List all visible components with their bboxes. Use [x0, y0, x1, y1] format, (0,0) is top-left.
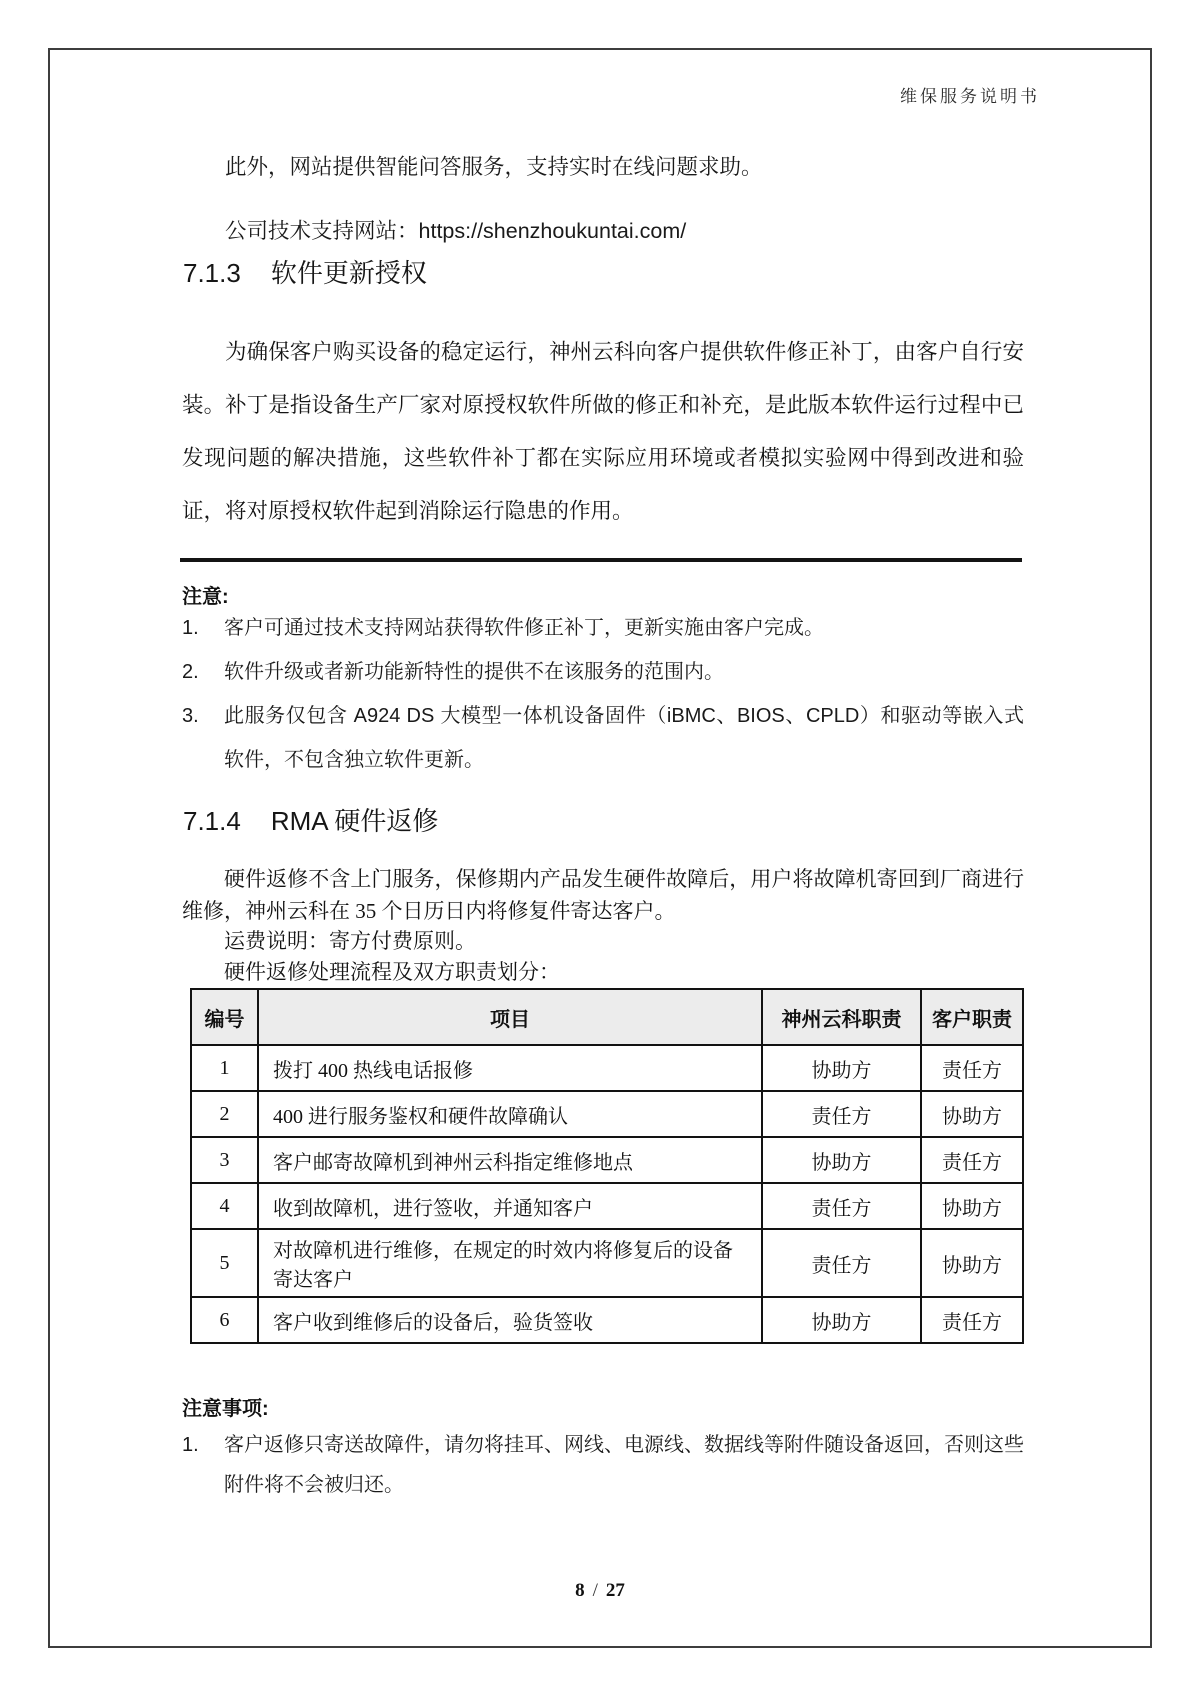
table-cell-number: 3	[191, 1137, 258, 1183]
note-label: 注意:	[182, 586, 229, 608]
table-cell-item: 对故障机进行维修，在规定的时效内将修复后的设备寄达客户	[258, 1229, 762, 1297]
rma-process-table	[190, 988, 1024, 1344]
table-cell-customer-role: 责任方	[921, 1297, 1023, 1343]
support-site-label: 公司技术支持网站：	[225, 219, 419, 243]
table-header-row	[191, 989, 1023, 1045]
support-site-url[interactable]: https://shenzhoukuntai.com/	[418, 219, 687, 243]
section-7-1-4-title: RMA 硬件返修	[270, 806, 439, 836]
note-item-text: 客户返修只寄送故障件，请勿将挂耳、网线、电源线、数据线等附件随设备返回，否则这些附件将不会被归还。	[224, 1434, 1024, 1496]
table-cell-vendor-role: 责任方	[762, 1091, 921, 1137]
table-cell-item: 400 进行服务鉴权和硬件故障确认	[258, 1091, 762, 1137]
table-row	[191, 1137, 1023, 1183]
table-row	[191, 1183, 1023, 1229]
table-cell-vendor-role: 责任方	[762, 1229, 921, 1297]
table-cell-number: 5	[191, 1229, 258, 1297]
table-cell-number: 6	[191, 1297, 258, 1343]
table-row	[191, 1091, 1023, 1137]
table-cell-customer-role: 协助方	[921, 1183, 1023, 1229]
process-intro-paragraph: 硬件返修处理流程及双方职责划分：	[224, 960, 560, 984]
notice-items-label: 注意事项:	[182, 1398, 269, 1420]
support-site-paragraph	[182, 216, 1024, 246]
section-7-1-4-heading	[183, 806, 1025, 837]
table-cell-number: 4	[191, 1183, 258, 1229]
table-cell-vendor-role: 协助方	[762, 1297, 921, 1343]
note-item-text: 客户可通过技术支持网站获得软件修正补丁，更新实施由客户完成。	[224, 617, 824, 639]
note-item	[182, 606, 1024, 650]
table-row	[191, 1229, 1023, 1297]
section-7-1-3-body: 为确保客户购买设备的稳定运行，神州云科向客户提供软件修正补丁，由客户自行安装。补丁是指设备生产厂家对原授权软件所做的修正和补充，是此版本软件运行过程中已发现问题的解决措施，这些软件补丁都在实际应用环境或者模拟实验网中得到改进和验证，将对原授权软件起到消除运行隐患的作用。	[182, 340, 1024, 523]
table-cell-customer-role: 协助方	[921, 1091, 1023, 1137]
note-item-text: 此服务仅包含 A924 DS 大模型一体机设备固件（iBMC、BIOS、CPLD）和驱动等嵌入式软件，不包含独立软件更新。	[224, 705, 1024, 771]
note-item	[182, 694, 1024, 782]
note-item-number: 1.	[182, 617, 199, 639]
note-item	[182, 1425, 1024, 1505]
table-cell-item: 拨打 400 热线电话报修	[258, 1045, 762, 1091]
table-cell-customer-role: 协助方	[921, 1229, 1023, 1297]
section-7-1-3-heading	[183, 258, 1025, 289]
notice-divider-rule	[180, 558, 1022, 562]
note-item-number: 2.	[182, 661, 199, 683]
table-cell-vendor-role: 协助方	[762, 1137, 921, 1183]
table-row	[191, 1045, 1023, 1091]
page-number-current: 8	[575, 1580, 585, 1601]
table-cell-number: 2	[191, 1091, 258, 1137]
table-row	[191, 1297, 1023, 1343]
note-item-number: 1.	[182, 1434, 199, 1456]
table-header-cell: 编号	[191, 989, 258, 1045]
intro-paragraph: 此外，网站提供智能问答服务，支持实时在线问题求助。	[225, 155, 763, 179]
page-number-total: 27	[605, 1580, 625, 1601]
section-7-1-4-number: 7.1.4	[183, 806, 241, 836]
note-list	[182, 606, 1024, 782]
section-7-1-3-title: 软件更新授权	[270, 258, 427, 288]
table-cell-vendor-role: 协助方	[762, 1045, 921, 1091]
table-cell-item: 客户邮寄故障机到神州云科指定维修地点	[258, 1137, 762, 1183]
table-cell-vendor-role: 责任方	[762, 1183, 921, 1229]
table-header-cell: 客户职责	[921, 989, 1023, 1045]
table-cell-item: 客户收到维修后的设备后，验货签收	[258, 1297, 762, 1343]
section-7-1-3-number: 7.1.3	[183, 258, 241, 288]
table-cell-customer-role: 责任方	[921, 1137, 1023, 1183]
shipping-note-paragraph: 运费说明：寄方付费原则。	[224, 929, 476, 953]
note-item-text: 软件升级或者新功能新特性的提供不在该服务的范围内。	[224, 661, 724, 683]
table-header-cell: 神州云科职责	[762, 989, 921, 1045]
page-footer	[0, 1580, 1200, 1602]
note-item-number: 3.	[182, 705, 199, 727]
notice-items-list	[182, 1425, 1024, 1505]
page-number-separator: /	[592, 1580, 598, 1601]
table-body	[191, 1045, 1023, 1343]
table-cell-item: 收到故障机，进行签收，并通知客户	[258, 1183, 762, 1229]
note-item	[182, 650, 1024, 694]
table-cell-number: 1	[191, 1045, 258, 1091]
table-cell-customer-role: 责任方	[921, 1045, 1023, 1091]
document-header-title: 维保服务说明书	[900, 87, 1040, 106]
rma-intro-paragraph: 硬件返修不含上门服务，保修期内产品发生硬件故障后，用户将故障机寄回到厂商进行维修，神州云科在 35 个日历日内将修复件寄达客户。	[182, 867, 1024, 923]
table-header-cell: 项目	[258, 989, 762, 1045]
